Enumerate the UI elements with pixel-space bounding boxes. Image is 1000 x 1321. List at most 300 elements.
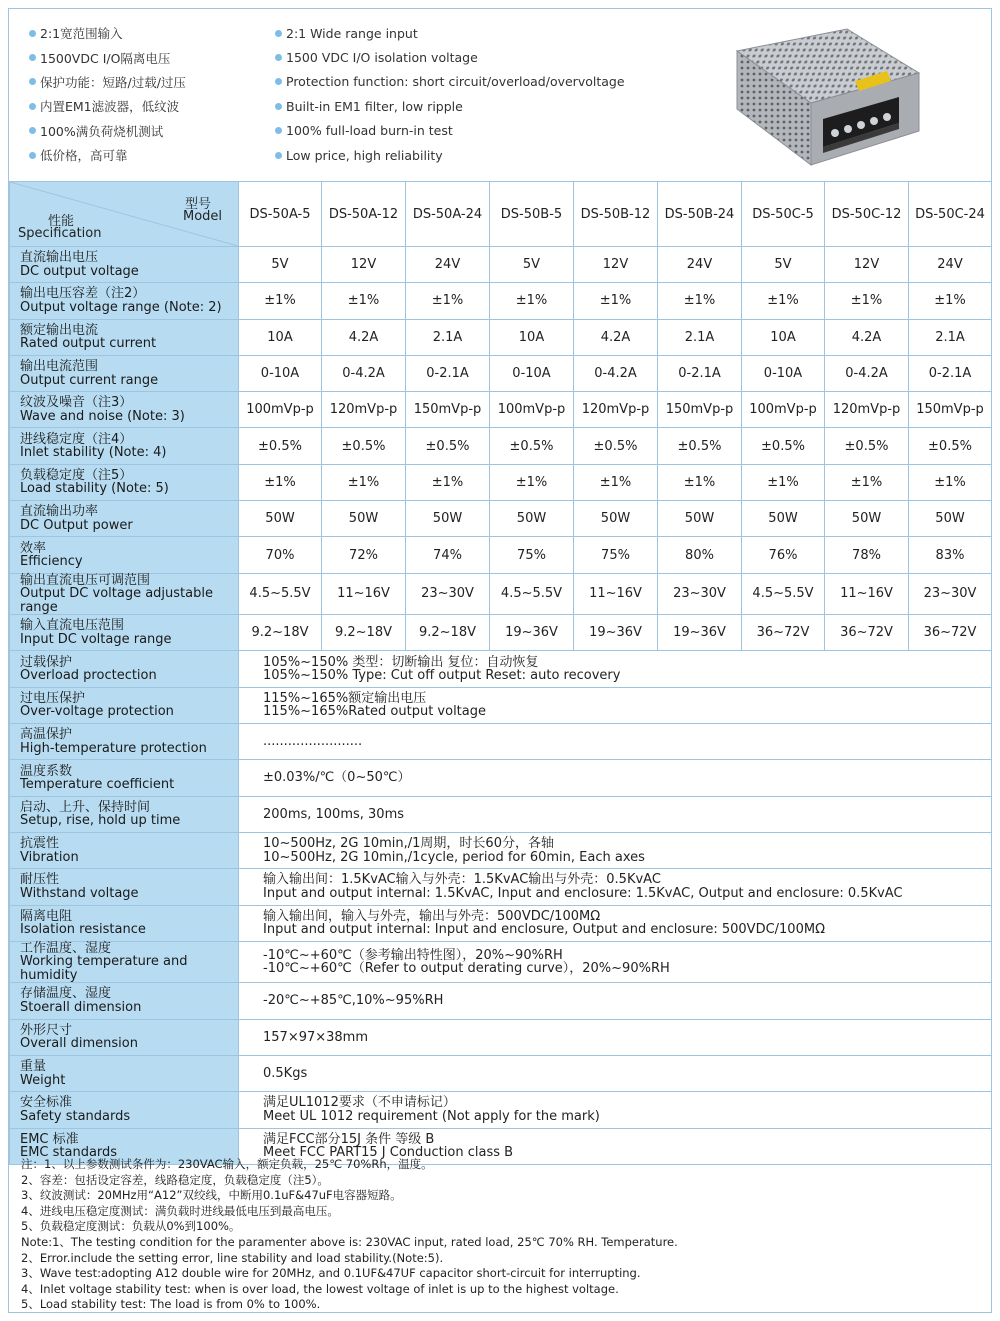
table-cell: ±1%: [574, 464, 658, 500]
table-cell: 2.1A: [909, 319, 992, 355]
feature-item: [275, 21, 625, 45]
table-cell: 50W: [742, 501, 825, 537]
model-header: DS-50C-5: [742, 182, 825, 247]
spec-value: [239, 651, 992, 687]
row-label: [10, 724, 239, 760]
row-label: [10, 687, 239, 723]
table-cell: 0-10A: [742, 355, 825, 391]
model-header: DS-50A-24: [406, 182, 490, 247]
row-label: [10, 905, 239, 941]
bullet-dot-icon: [275, 152, 282, 159]
row-label-en: Output current range: [20, 372, 159, 388]
bullet-dot-icon: [275, 30, 282, 37]
feature-item: [29, 143, 186, 167]
table-cell: ±0.5%: [239, 428, 322, 464]
table-cell: ±0.5%: [490, 428, 574, 464]
table-cell: ±1%: [658, 283, 742, 319]
row-label-cn: 输出电压容差（注2）: [20, 286, 146, 302]
row-label-cn: 高温保护: [20, 727, 73, 743]
row-label: [10, 1019, 239, 1055]
note-line: 4、进线电压稳定度测试：满负载时进线最低电压到最高电压。: [21, 1203, 339, 1218]
row-label-cn: 额定输出电流: [20, 322, 99, 338]
table-cell: ±1%: [239, 464, 322, 500]
note-line: 注：1、以上参数测试条件为：230VAC输入，额定负载，25℃ 70%Rh，温度。: [21, 1157, 433, 1171]
table-cell: 120mVp-p: [574, 392, 658, 428]
note-line: 5、负载稳定度测试：负载从0%到100%。: [21, 1219, 241, 1234]
model-header: DS-50A-5: [239, 182, 322, 247]
row-label: [10, 760, 239, 796]
row-label: [10, 832, 239, 868]
table-cell: 150mVp-p: [658, 392, 742, 428]
table-cell: 100mVp-p: [239, 392, 322, 428]
spec-value: [239, 905, 992, 941]
table-cell: 11~16V: [825, 573, 909, 615]
bullet-dot-icon: [29, 152, 36, 159]
note-line: 3、Wave test:adopting A12 double wire for 20MHz, and 0.1UF&47UF capacitor short-circuit for interrupting.: [21, 1266, 641, 1281]
feature-text: 内置EM1滤波器，低纹波: [40, 99, 180, 115]
row-label-en: Load stability (Note: 5): [20, 481, 169, 497]
table-cell: 23~30V: [658, 573, 742, 615]
row-label: [10, 573, 239, 615]
table-cell: 0-10A: [239, 355, 322, 391]
note-line: 4、Inlet voltage stability test: when is over load, the lowest voltage of inlet is up to the highest voltage.: [21, 1281, 619, 1296]
table-cell: 72%: [322, 537, 406, 573]
row-label-en: Isolation resistance: [20, 922, 146, 938]
table-cell: 0-2.1A: [406, 355, 490, 391]
spec-value-line: ±0.03%/℃（0~50℃）: [263, 770, 411, 786]
spec-value: [239, 869, 992, 905]
note-line: 2、容差：包括设定容差，线路稳定度，负载稳定度（注5）。: [21, 1172, 329, 1187]
spec-value: [239, 760, 992, 796]
feature-text: 保护功能：短路/过载/过压: [40, 74, 186, 90]
feature-item: [275, 143, 625, 167]
spec-value-line: 满足FCC部分15J 条件 等级 B: [263, 1131, 435, 1147]
row-label-cn: 安全标准: [20, 1095, 73, 1111]
table-cell: 36~72V: [742, 615, 825, 651]
table-cell: ±0.5%: [825, 428, 909, 464]
feature-text: 1500 VDC I/O isolation voltage: [286, 50, 478, 66]
table-cell: ±1%: [825, 464, 909, 500]
feature-text: Built-in EM1 filter, low ripple: [286, 98, 463, 114]
table-cell: ±1%: [825, 283, 909, 319]
feature-text: Protection function: short circuit/overload/overvoltage: [286, 74, 625, 90]
table-cell: 120mVp-p: [825, 392, 909, 428]
row-label-en: Output voltage range (Note: 2): [20, 299, 222, 315]
table-cell: 11~16V: [574, 573, 658, 615]
row-label: [10, 247, 239, 283]
row-label-en: Over-voltage protection: [20, 704, 174, 720]
feature-list: [9, 9, 991, 181]
model-header: DS-50B-5: [490, 182, 574, 247]
table-cell: 2.1A: [658, 319, 742, 355]
table-cell: 4.5~5.5V: [490, 573, 574, 615]
row-label: [10, 1092, 239, 1128]
table-cell: 150mVp-p: [909, 392, 992, 428]
table-cell: 50W: [406, 501, 490, 537]
table-cell: 50W: [239, 501, 322, 537]
table-cell: 24V: [909, 247, 992, 283]
row-label: [10, 428, 239, 464]
row-label-en: Wave and noise (Note: 3): [20, 408, 185, 424]
bullet-dot-icon: [275, 103, 282, 110]
table-cell: 5V: [490, 247, 574, 283]
row-label-en: Weight: [20, 1072, 66, 1088]
table-cell: 76%: [742, 537, 825, 573]
spec-value-line: 115%~165%Rated output voltage: [263, 704, 486, 720]
table-cell: 50W: [322, 501, 406, 537]
table-row: [10, 283, 992, 319]
spec-value-line: 200ms, 100ms, 30ms: [263, 806, 405, 822]
spec-value-line: 输入输出间：1.5KvAC输入与外壳：1.5KvAC输出与外壳：0.5KvAC: [263, 872, 661, 888]
spec-value-line: 115%~165%额定输出电压: [263, 690, 427, 706]
table-cell: 50W: [658, 501, 742, 537]
spec-value-line: 10~500Hz, 2G 10min,/1周期，时长60分，各轴: [263, 836, 554, 852]
row-label-cn: 存储温度、湿度: [20, 986, 112, 1002]
feature-item: [29, 70, 186, 94]
row-label: [10, 651, 239, 687]
row-label-en: Safety standards: [20, 1108, 131, 1124]
table-cell: ±1%: [406, 464, 490, 500]
row-label-en: Output DC voltage adjustable range: [20, 586, 213, 615]
table-row: [10, 796, 992, 832]
table-row: [10, 392, 992, 428]
row-label-en: EMC standards: [20, 1145, 118, 1161]
spec-value: [239, 832, 992, 868]
table-cell: 50W: [825, 501, 909, 537]
row-label-cn: 直流输出电压: [20, 250, 99, 266]
table-cell: 4.5~5.5V: [239, 573, 322, 615]
table-cell: ±1%: [909, 464, 992, 500]
spec-value-line: -10℃~+60℃（参考输出特性图），20%~90%RH: [263, 947, 563, 963]
bullet-dot-icon: [29, 30, 36, 37]
table-cell: 19~36V: [490, 615, 574, 651]
row-label-cn: 温度系数: [20, 763, 73, 779]
row-label-cn: 隔离电阻: [20, 908, 73, 924]
table-cell: 2.1A: [406, 319, 490, 355]
row-label: [10, 283, 239, 319]
row-label-cn: 启动、上升、保持时间: [20, 799, 151, 815]
row-label-en: Overall dimension: [20, 1036, 138, 1052]
feature-text: Low price, high reliability: [286, 147, 443, 163]
row-label: [10, 464, 239, 500]
power-supply-product-image: [727, 23, 927, 173]
table-cell: 5V: [742, 247, 825, 283]
table-cell: 0-4.2A: [825, 355, 909, 391]
table-row: [10, 355, 992, 391]
row-label-en: Stoerall dimension: [20, 999, 142, 1015]
row-label-en: Rated output current: [20, 336, 157, 352]
table-row: [10, 1055, 992, 1091]
table-row: [10, 537, 992, 573]
table-cell: 10A: [742, 319, 825, 355]
feature-text: 2:1 Wide range input: [286, 25, 418, 41]
spec-value: [239, 941, 992, 983]
spec-value: [239, 724, 992, 760]
table-row: [10, 760, 992, 796]
row-label: [10, 983, 239, 1019]
spec-value-line: Meet UL 1012 requirement (Not apply for the mark): [263, 1108, 600, 1124]
row-label-cn: 工作温度、湿度: [20, 940, 112, 956]
table-row: [10, 832, 992, 868]
note-line: 2、Error.include the setting error, line stability and load stability.(Note:5).: [21, 1250, 444, 1265]
table-cell: 50W: [574, 501, 658, 537]
table-cell: 9.2~18V: [406, 615, 490, 651]
row-label: [10, 392, 239, 428]
model-header: DS-50A-12: [322, 182, 406, 247]
table-cell: 50W: [490, 501, 574, 537]
row-label-cn: 输出电流范围: [20, 359, 99, 375]
table-cell: ±1%: [574, 283, 658, 319]
table-cell: ±0.5%: [742, 428, 825, 464]
row-label: [10, 615, 239, 651]
table-cell: ±1%: [406, 283, 490, 319]
table-row: [10, 983, 992, 1019]
table-cell: 70%: [239, 537, 322, 573]
table-cell: 75%: [574, 537, 658, 573]
feature-item: [275, 70, 625, 94]
spec-value: [239, 1019, 992, 1055]
spec-value-line: ........................: [263, 733, 363, 749]
feature-item: [275, 119, 625, 143]
table-row: [10, 905, 992, 941]
table-cell: ±1%: [658, 464, 742, 500]
row-label-cn: EMC 标准: [20, 1131, 79, 1147]
table-cell: ±1%: [742, 283, 825, 319]
table-cell: 5V: [239, 247, 322, 283]
spec-value-line: 105%~150% Type: Cut off output Reset: auto recovery: [263, 668, 621, 684]
row-label-en: DC output voltage: [20, 263, 139, 279]
row-label: [10, 319, 239, 355]
feature-item: [29, 21, 186, 45]
row-label-cn: 纹波及噪音（注3）: [20, 395, 133, 411]
table-row: [10, 1092, 992, 1128]
table-cell: 100mVp-p: [742, 392, 825, 428]
table-cell: 12V: [574, 247, 658, 283]
table-cell: 19~36V: [658, 615, 742, 651]
bullet-dot-icon: [29, 78, 36, 85]
table-cell: 24V: [658, 247, 742, 283]
table-cell: ±1%: [490, 464, 574, 500]
row-label-en: Withstand voltage: [20, 885, 139, 901]
table-row: [10, 869, 992, 905]
table-cell: 50W: [909, 501, 992, 537]
feature-text: 低价格，高可靠: [40, 148, 128, 164]
model-header: DS-50B-24: [658, 182, 742, 247]
row-label-en: Vibration: [20, 849, 79, 865]
row-label-en: Overload proctection: [20, 668, 157, 684]
table-cell: 74%: [406, 537, 490, 573]
spec-value-line: Meet FCC PART15 J Conduction class B: [263, 1145, 514, 1161]
table-cell: 4.5~5.5V: [742, 573, 825, 615]
row-label-cn: 外形尺寸: [20, 1022, 73, 1038]
table-cell: ±0.5%: [658, 428, 742, 464]
spec-value-line: 105%~150% 类型：切断输出 复位：自动恢复: [263, 654, 539, 670]
feature-text: 100%满负荷烧机测试: [40, 123, 164, 139]
feature-text: 100% full-load burn-in test: [286, 123, 453, 139]
row-label-cn: 进线稳定度（注4）: [20, 431, 133, 447]
row-label: [10, 537, 239, 573]
note-line: 3、纹波测试：20MHz用“A12”双绞线，中断用0.1uF&47uF电容器短路。: [21, 1188, 402, 1203]
row-label-en: Setup, rise, hold up time: [20, 813, 181, 829]
table-cell: 0-4.2A: [322, 355, 406, 391]
table-cell: 9.2~18V: [322, 615, 406, 651]
bullet-dot-icon: [275, 127, 282, 134]
row-label-cn: 抗震性: [20, 836, 60, 852]
spec-label-cn: 性能: [48, 214, 75, 229]
table-cell: ±1%: [322, 464, 406, 500]
table-row: [10, 615, 992, 651]
spec-value: [239, 687, 992, 723]
model-header: DS-50B-12: [574, 182, 658, 247]
table-cell: 0-10A: [490, 355, 574, 391]
bullet-dot-icon: [29, 103, 36, 110]
table-cell: 78%: [825, 537, 909, 573]
table-cell: 12V: [322, 247, 406, 283]
table-cell: ±1%: [909, 283, 992, 319]
table-cell: 11~16V: [322, 573, 406, 615]
row-label-en: Inlet stability (Note: 4): [20, 445, 167, 461]
feature-item: [29, 45, 186, 69]
feature-item: [29, 119, 186, 143]
spec-sheet: [8, 8, 992, 1313]
row-label: [10, 501, 239, 537]
feature-text: 2:1宽范围输入: [40, 26, 123, 42]
spec-value: [239, 983, 992, 1019]
row-label-cn: 过电压保护: [20, 690, 86, 706]
table-cell: 36~72V: [909, 615, 992, 651]
table-row: [10, 247, 992, 283]
row-label-en: High-temperature protection: [20, 740, 207, 756]
spec-value: [239, 1055, 992, 1091]
table-cell: 24V: [406, 247, 490, 283]
table-cell: ±1%: [490, 283, 574, 319]
spec-value-line: Input and output internal: 1.5KvAC, Input and enclosure: 1.5KvAC, Output and enclosure: 0.5KvAC: [263, 885, 903, 901]
spec-value: [239, 796, 992, 832]
table-row: [10, 941, 992, 983]
table-cell: 9.2~18V: [239, 615, 322, 651]
table-cell: 100mVp-p: [490, 392, 574, 428]
table-row: [10, 464, 992, 500]
row-label-en: DC Output power: [20, 517, 133, 533]
table-header-row: [10, 182, 992, 247]
notes: [21, 1157, 981, 1313]
table-cell: 83%: [909, 537, 992, 573]
table-cell: ±1%: [322, 283, 406, 319]
spec-value-line: 157×97×38mm: [263, 1029, 369, 1045]
model-label-cn: 型号: [185, 197, 212, 212]
table-cell: ±0.5%: [574, 428, 658, 464]
row-label-cn: 直流输出功率: [20, 504, 99, 520]
row-label-cn: 重量: [20, 1059, 47, 1075]
row-label-en: Working temperature and humidity: [20, 954, 188, 983]
row-label: [10, 1055, 239, 1091]
row-label-cn: 过载保护: [20, 654, 73, 670]
table-cell: 12V: [825, 247, 909, 283]
row-label-cn: 耐压性: [20, 872, 60, 888]
note-line: Note:1、The testing condition for the paramenter above is: 230VAC input, rated load, 25℃ 70% RH. Temperature.: [21, 1234, 678, 1249]
row-label-en: Temperature coefficient: [20, 777, 175, 792]
table-cell: ±1%: [742, 464, 825, 500]
feature-list-en: [275, 21, 625, 167]
table-cell: 80%: [658, 537, 742, 573]
table-cell: 0-2.1A: [909, 355, 992, 391]
row-label-cn: 负载稳定度（注5）: [20, 467, 133, 483]
feature-item: [275, 94, 625, 118]
model-header: DS-50C-12: [825, 182, 909, 247]
row-label: [10, 941, 239, 983]
note-line: 5、Load stability test: The load is from 0% to 100%.: [21, 1297, 321, 1312]
header-corner-cell: [10, 182, 239, 247]
table-row: [10, 573, 992, 615]
row-label: [10, 355, 239, 391]
row-label: [10, 869, 239, 905]
bullet-dot-icon: [29, 54, 36, 61]
table-cell: 36~72V: [825, 615, 909, 651]
feature-item: [275, 45, 625, 69]
table-row: [10, 687, 992, 723]
spec-table: [9, 181, 992, 1165]
bullet-dot-icon: [275, 54, 282, 61]
bullet-dot-icon: [275, 78, 282, 85]
feature-item: [29, 94, 186, 118]
table-cell: 150mVp-p: [406, 392, 490, 428]
model-header: DS-50C-24: [909, 182, 992, 247]
feature-text: 1500VDC I/O隔离电压: [40, 50, 171, 66]
table-cell: 4.2A: [825, 319, 909, 355]
row-label-cn: 输出直流电压可调范围: [20, 572, 151, 588]
table-cell: 10A: [490, 319, 574, 355]
row-label-en: Input DC voltage range: [20, 631, 172, 647]
table-cell: 10A: [239, 319, 322, 355]
spec-value-line: 满足UL1012要求（不申请标记）: [263, 1095, 456, 1111]
row-label-en: Efficiency: [20, 554, 83, 570]
table-cell: 19~36V: [574, 615, 658, 651]
table-cell: 4.2A: [322, 319, 406, 355]
table-row: [10, 651, 992, 687]
bullet-dot-icon: [29, 127, 36, 134]
table-row: [10, 319, 992, 355]
spec-value-line: -10℃~+60℃（Refer to output derating curve），20%~90%RH: [263, 961, 670, 977]
table-cell: 0-4.2A: [574, 355, 658, 391]
table-cell: ±0.5%: [322, 428, 406, 464]
feature-list-cn: [29, 21, 186, 167]
table-row: [10, 501, 992, 537]
model-label-en: Model: [183, 209, 223, 224]
table-cell: 75%: [490, 537, 574, 573]
table-cell: 4.2A: [574, 319, 658, 355]
spec-value-line: Input and output internal: Input and enclosure, Output and enclosure: 500VDC/100MΩ: [263, 922, 826, 938]
spec-value-line: 输入输出间，输入与外壳，输出与外壳：500VDC/100MΩ: [263, 908, 601, 924]
table-cell: ±0.5%: [909, 428, 992, 464]
spec-label-en: Specification: [18, 226, 102, 241]
table-cell: 23~30V: [909, 573, 992, 615]
table-cell: ±0.5%: [406, 428, 490, 464]
table-cell: ±1%: [239, 283, 322, 319]
table-row: [10, 1019, 992, 1055]
table-cell: 23~30V: [406, 573, 490, 615]
table-cell: 0-2.1A: [658, 355, 742, 391]
spec-value: [239, 1092, 992, 1128]
spec-value-line: 0.5Kgs: [263, 1065, 308, 1081]
table-row: [10, 724, 992, 760]
row-label-cn: 效率: [20, 540, 47, 556]
row-label-cn: 输入直流电压范围: [20, 618, 125, 634]
table-row: [10, 428, 992, 464]
spec-value-line: -20℃~+85℃,10%~95%RH: [263, 993, 444, 1009]
spec-value-line: 10~500Hz, 2G 10min,/1cycle, period for 60min, Each axes: [263, 849, 645, 865]
table-cell: 120mVp-p: [322, 392, 406, 428]
row-label: [10, 796, 239, 832]
